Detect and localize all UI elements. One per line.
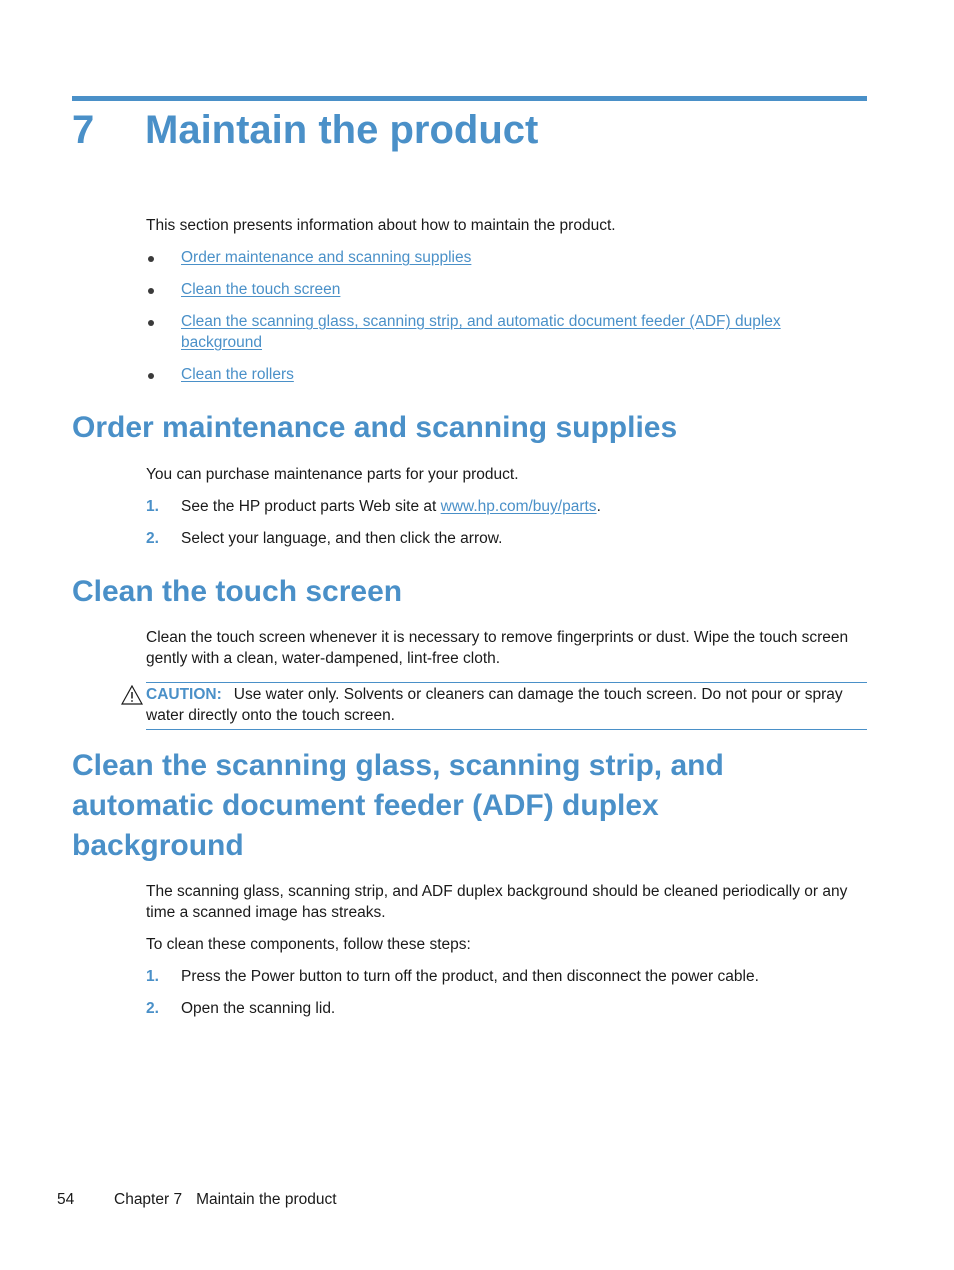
glass-text: The scanning glass, scanning strip, and ADF duplex background should be cleaned periodically or any time a scanned image has streaks. (146, 883, 848, 921)
order-steps (146, 496, 868, 560)
bullet-dot-icon (148, 320, 154, 326)
bullet-dot-icon (148, 256, 154, 262)
heading-clean-touch-screen: Clean the touch screen (72, 575, 403, 608)
step-number: 1. (146, 498, 159, 515)
section-link-list (146, 247, 868, 396)
heading-clean-scanning-glass: Clean the scanning glass, scanning strip, and automatic document feeder (ADF) duplex background (72, 749, 724, 862)
page-footer (57, 1189, 337, 1210)
page-number: 54 (57, 1191, 75, 1208)
touch-text: Clean the touch screen whenever it is necessary to remove fingerprints or dust. Wipe the touch screen gently with a clean, water-dampened, lint-free cloth. (146, 629, 849, 667)
list-item (146, 279, 868, 300)
bullet-dot-icon (148, 288, 154, 294)
link-order-supplies[interactable]: Order maintenance and scanning supplies (181, 249, 472, 266)
link-clean-touch-screen[interactable]: Clean the touch screen (181, 281, 341, 298)
warning-triangle-icon (121, 685, 143, 705)
caution-text: Use water only. Solvents or cleaners can damage the touch screen. Do not pour or spray water directly onto the touch screen. (146, 686, 843, 724)
chapter-title-text: Maintain the product (145, 108, 539, 152)
order-text: You can purchase maintenance parts for your product. (146, 466, 519, 483)
step-text: See the HP product parts Web site at (181, 498, 441, 515)
step-item (146, 966, 868, 987)
heading-order-supplies: Order maintenance and scanning supplies (72, 411, 678, 444)
step-text: Select your language, and then click the arrow. (181, 530, 503, 547)
link-clean-rollers[interactable]: Clean the rollers (181, 366, 294, 383)
link-clean-scanning-glass[interactable]: Clean the scanning glass, scanning strip, and automatic document feeder (ADF) duplex background (181, 313, 781, 351)
chapter-title (72, 104, 538, 156)
step-number: 1. (146, 968, 159, 985)
step-text-end: . (596, 498, 601, 515)
step-item (146, 496, 868, 517)
step-number: 2. (146, 530, 159, 547)
chapter-number: 7 (72, 108, 95, 152)
step-number: 2. (146, 1000, 159, 1017)
list-item (146, 311, 868, 353)
step-text: Press the Power button to turn off the product, and then disconnect the power cable. (181, 968, 759, 985)
list-item (146, 247, 868, 268)
bullet-dot-icon (148, 373, 154, 379)
footer-chapter-ref: Chapter 7 (114, 1191, 183, 1208)
glass-steps-intro: To clean these components, follow these steps: (146, 936, 471, 953)
glass-steps (146, 966, 868, 1030)
footer-chapter-title: Maintain the product (196, 1191, 337, 1208)
caution-box (146, 682, 867, 730)
hp-parts-link[interactable]: www.hp.com/buy/parts (440, 498, 597, 515)
chapter-rule (72, 96, 867, 101)
intro-text: This section presents information about how to maintain the product. (146, 217, 616, 234)
list-item (146, 364, 868, 385)
step-text: Open the scanning lid. (181, 1000, 336, 1017)
step-item (146, 528, 868, 549)
caution-label: CAUTION: (146, 686, 222, 703)
step-item (146, 998, 868, 1019)
